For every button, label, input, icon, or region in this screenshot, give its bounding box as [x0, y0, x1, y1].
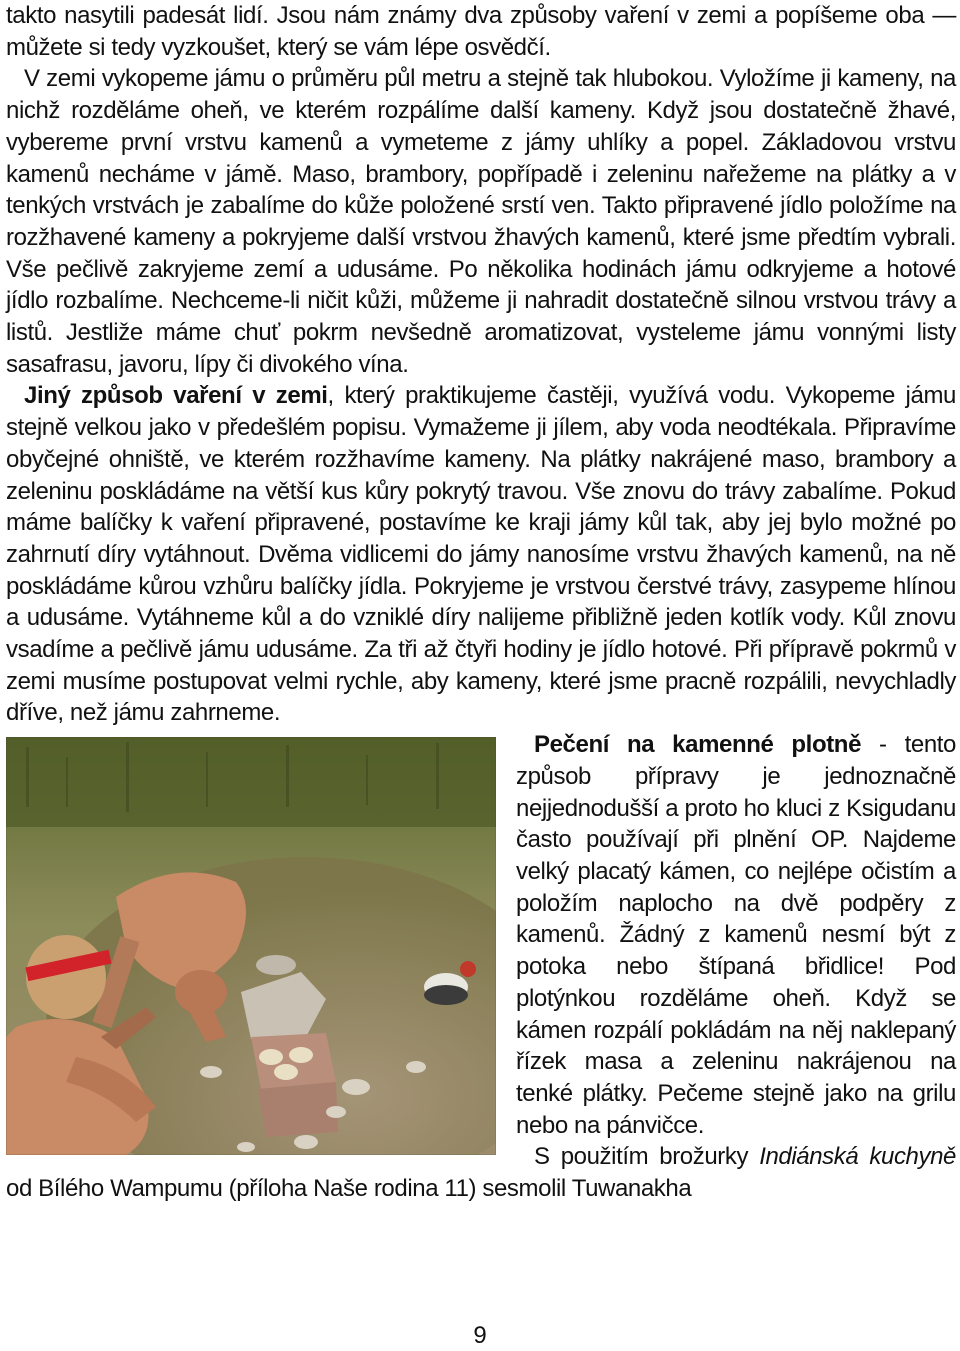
- subheading-water-method: Jiný způsob vaření v zemi: [24, 382, 328, 410]
- booklet-title: Indiánská kuchyně: [759, 1143, 956, 1171]
- cooking-photo: [6, 737, 496, 1155]
- paragraph-water-method: Jiný způsob vaření v zemi, který praktikujeme častěji, využívá vodu. Vykopeme jámu stejně velkou jako v předešlém popisu. Vymažeme ji jílem, aby voda neodtékala. Připravíme obyčejné ohniště, ve kterém rozžhavíme kameny. Na plátky nakrájené maso, brambory a zeleninu poskládáme na větší kus kůry pokrytý travou. Vše znovu do trávy zabalíme. Pokud máme balíčky k vaření připravené, postavíme ke kraji jámy kůl tak, aby jej bylo možné po zahrnutí díry vytáhnout. Dvěma vidlicemi do jámy nanosíme vrstvu žhavých kamenů, na ně poskládáme kůrou vzhůru balíčky jídla. Pokryjeme je vrstvou čerstvé trávy, zasypeme hlínou a udusáme. Vytáhneme kůl a do vzniklé díry nalijeme přibližně jeden kotlík vody. Kůl znovu vsadíme a pečlivě jámu udusáme. Za tři až čtyři hodiny je jídlo hotové. Při přípravě pokrmů v zemi musíme postupovat velmi rychle, aby kameny, které jsme pracně rozpálili, nevychladly dříve, než jámu zahrneme.: [6, 382, 956, 727]
- paragraph-stone-plate: Pečení na kamenné plotně - tento způsob přípravy je jednoznačně nejjednodušší a proto ho kluci z Ksigudanu často používají při plnění OP. Najdeme velký placatý kámen, co nejlépe očistím a položím naplocho na dvě podpěry z kamenů. Žádný z kamenů nesmí být z potoka nebo štípaná břidlice! Pod plotýnkou rozděláme oheň. Když se kámen rozpálí pokládám na něj naklepaný řízek masa a zeleninu nakrájenou na tenké plátky. Pečeme stejně jako na grilu nebo na pánvičce.: [516, 731, 956, 1139]
- article-body: [6, 0, 956, 1205]
- photo-boys-cooking-on-stone: [6, 737, 496, 1155]
- paragraph-pit-method: V zemi vykopeme jámu o průměru půl metru a stejně tak hlubokou. Vyložíme ji kameny, na nichž rozděláme oheň, ve kterém rozpálíme další kameny. Když jsou dostatečně žhavé, vybereme první vrstvu kamenů a vymeteme z jámy uhlíky a popel. Základovou vrstvu kamenů necháme v jámě. Maso, brambory, popřípadě i zeleninu nařežeme na plátky a v tenkých vrstvách je zabalíme do kůže položené srstí ven. Takto připravené jídlo položíme na rozžhavené kameny a pokryjeme další vrstvou žhavých kamenů, které jsme předtím vybrali. Vše pečlivě zakryjeme zemí a udusáme. Po několika hodinách jámu odkryjeme a hotové jídlo rozbalíme. Nechceme-li ničit kůži, můžeme ji nahradit dostatečně silnou vrstvou trávy a listů. Jestliže máme chuť pokrm nevšedně aromatizovat, vysteleme jámu vonnými listy sasafrasu, javoru, lípy či divokého vína.: [6, 65, 956, 378]
- credits: S použitím brožurky Indiánská kuchyně od Bílého Wampumu (příloha Naše rodina 11) sesmolil Tuwanakha: [6, 1143, 956, 1203]
- page-number: 9: [473, 1322, 487, 1349]
- paragraph-intro: takto nasytili padesát lidí. Jsou nám známy dva způsoby vaření v zemi a popíšeme oba — můžete si tedy vyzkoušet, který se vám lépe osvědčí.: [6, 2, 956, 61]
- subheading-stone-plate: Pečení na kamenné plotně: [534, 731, 862, 759]
